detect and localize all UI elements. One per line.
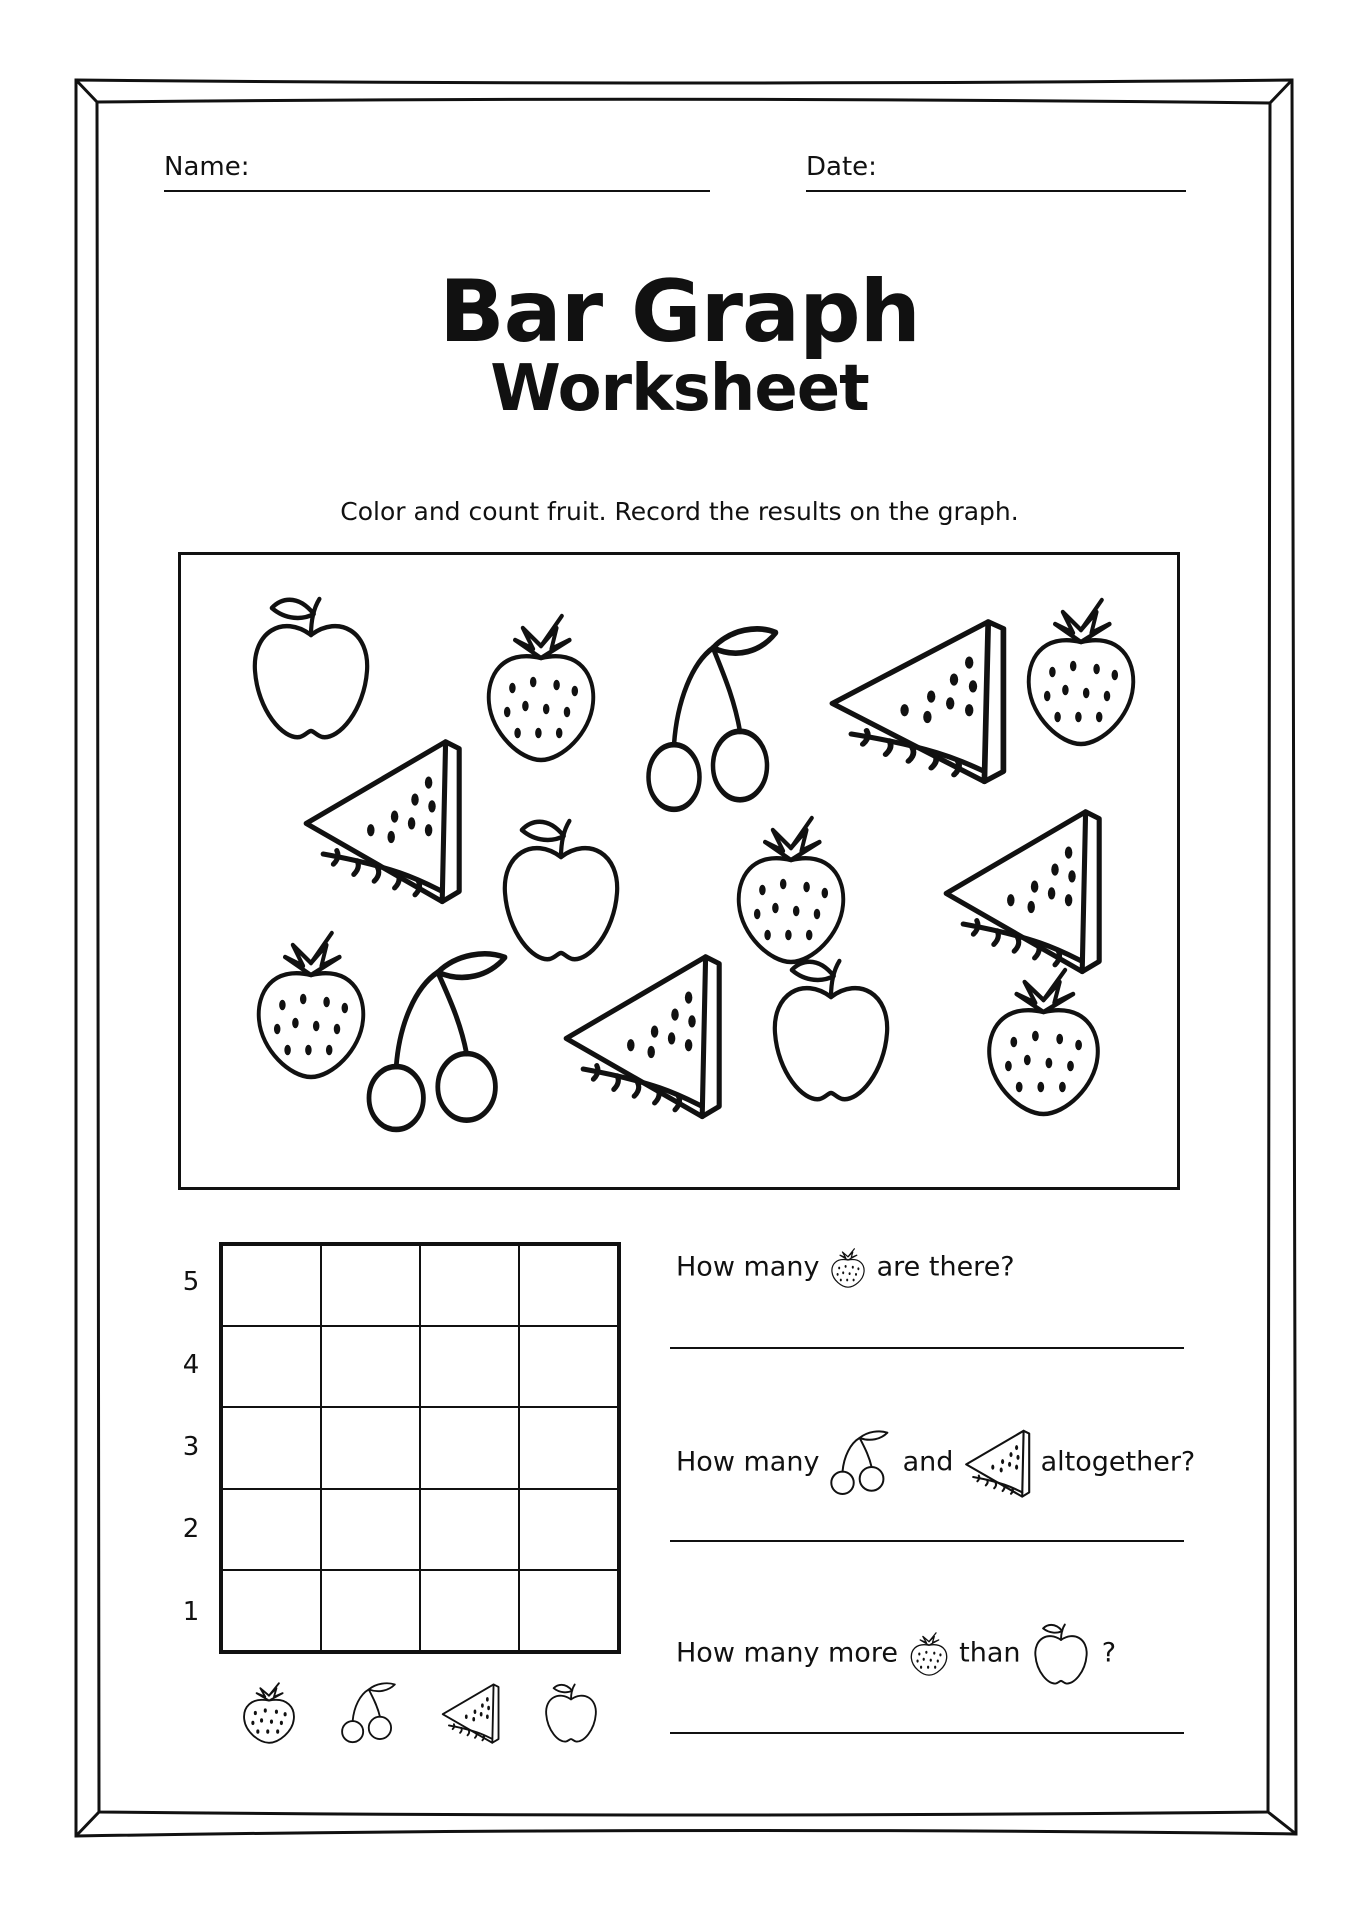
question-3-middle: than (959, 1637, 1021, 1669)
fruit-picture-box (178, 552, 1180, 1190)
cherries-icon (828, 1425, 894, 1501)
watermelon-icon[interactable] (946, 812, 1099, 972)
grid-cell[interactable] (519, 1407, 618, 1488)
strawberry-icon[interactable] (259, 933, 364, 1077)
instructions: Color and count fruit. Record the results on the graph. (340, 497, 1019, 526)
question-1-suffix: are there? (876, 1251, 1015, 1283)
grid-cell[interactable] (420, 1245, 519, 1326)
apple-icon[interactable] (505, 821, 617, 959)
apple-icon[interactable] (255, 599, 367, 737)
grid-cell[interactable] (222, 1570, 321, 1651)
bar-graph-grid[interactable] (219, 1242, 621, 1654)
page-title: Bar Graph (439, 262, 920, 362)
strawberry-icon[interactable] (989, 970, 1098, 1114)
grid-cell[interactable] (420, 1326, 519, 1407)
grid-cell[interactable] (519, 1326, 618, 1407)
question-3 (676, 1620, 1116, 1688)
x-category-strawberry-icon (238, 1678, 300, 1748)
grid-cell[interactable] (222, 1326, 321, 1407)
x-category-cherries-icon (339, 1678, 401, 1748)
watermelon-icon[interactable] (566, 957, 719, 1117)
strawberry-icon (907, 1625, 951, 1683)
grid-cell[interactable] (519, 1489, 618, 1570)
watermelon-icon[interactable] (832, 622, 1003, 782)
question-2-suffix: altogether? (1040, 1446, 1196, 1478)
y-tick-label: 5 (182, 1267, 200, 1298)
grid-cell[interactable] (420, 1570, 519, 1651)
fruit-picture (181, 555, 1177, 1187)
grid-cell[interactable] (321, 1245, 420, 1326)
x-category-watermelon-icon (439, 1678, 501, 1748)
question-2 (676, 1425, 1195, 1501)
watermelon-icon[interactable] (306, 742, 459, 902)
question-1-prefix: How many (676, 1251, 820, 1283)
date-label: Date: (806, 152, 877, 182)
grid-cell[interactable] (222, 1245, 321, 1326)
name-line[interactable] (164, 190, 710, 192)
y-tick-label: 3 (182, 1432, 200, 1462)
apple-icon[interactable] (775, 961, 887, 1099)
apple-icon (1029, 1620, 1093, 1688)
strawberry-icon[interactable] (489, 616, 594, 760)
grid-cell[interactable] (222, 1489, 321, 1570)
y-tick-label: 4 (182, 1349, 200, 1380)
grid-cell[interactable] (420, 1489, 519, 1570)
grid-cell[interactable] (321, 1407, 420, 1488)
strawberry-icon (828, 1240, 868, 1296)
cherries-icon[interactable] (649, 629, 777, 809)
answer-line-1[interactable] (670, 1347, 1184, 1349)
grid-cell[interactable] (222, 1407, 321, 1488)
question-3-prefix: How many more (676, 1637, 898, 1669)
y-tick-label: 1 (182, 1596, 200, 1627)
strawberry-icon[interactable] (1029, 600, 1134, 744)
grid-cell[interactable] (321, 1570, 420, 1651)
grid-cell[interactable] (321, 1326, 420, 1407)
question-1 (676, 1240, 1015, 1296)
grid-cell[interactable] (420, 1407, 519, 1488)
grid-cell[interactable] (519, 1570, 618, 1651)
name-label: Name: (164, 152, 250, 182)
watermelon-icon (962, 1428, 1032, 1498)
cherries-icon[interactable] (369, 954, 505, 1130)
x-category-apple-icon (540, 1678, 602, 1748)
grid-cell[interactable] (519, 1245, 618, 1326)
date-line[interactable] (806, 190, 1186, 192)
grid-cell[interactable] (321, 1489, 420, 1570)
answer-line-3[interactable] (670, 1732, 1184, 1734)
answer-line-2[interactable] (670, 1540, 1184, 1542)
question-2-middle: and (902, 1446, 954, 1478)
strawberry-icon[interactable] (739, 818, 844, 962)
question-2-prefix: How many (676, 1446, 820, 1478)
question-3-suffix: ? (1101, 1637, 1117, 1669)
y-tick-label: 2 (182, 1514, 200, 1545)
page-subtitle: Worksheet (490, 352, 869, 426)
